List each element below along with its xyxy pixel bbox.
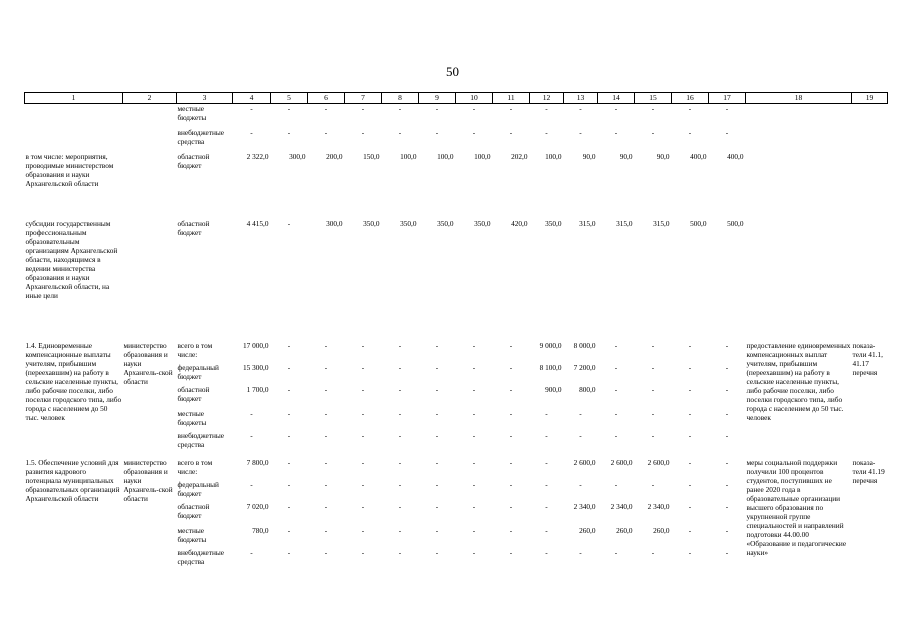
value-cell-4: 1 700,0	[246, 384, 269, 394]
value-cell-15: -	[651, 408, 655, 418]
value-cell-16: -	[688, 430, 692, 440]
value-cell-12: 350,0	[545, 218, 562, 228]
value-cell-12: 8 100,0	[539, 362, 562, 372]
value-cell-5: -	[287, 479, 291, 489]
value-cell-7: -	[361, 408, 365, 418]
value-cell-10: -	[472, 340, 476, 350]
value-cell-17: -	[725, 362, 729, 372]
value-cell-12: -	[545, 408, 548, 418]
value-cell-9: -	[435, 362, 439, 372]
source-cell: областной бюджет	[177, 501, 210, 520]
source-cell: областной бюджет	[177, 151, 210, 170]
value-cell-15: -	[651, 362, 655, 372]
table-body	[25, 104, 888, 575]
column-header-2: 2	[123, 93, 177, 104]
executor-cell	[123, 104, 177, 128]
value-cell-17: -	[725, 547, 729, 557]
value-cell-15: -	[651, 104, 655, 113]
executor-cell	[123, 219, 177, 341]
value-cell-4: 7 800,0	[246, 457, 269, 467]
value-cell-15: -	[651, 547, 655, 557]
value-cell-15: 260,0	[653, 525, 670, 535]
value-cell-9: -	[435, 547, 439, 557]
value-cell-5: -	[287, 457, 291, 467]
value-cell-6: -	[324, 547, 328, 557]
value-cell-11: -	[509, 430, 513, 440]
value-cell-17: -	[725, 501, 729, 511]
value-cell-13: 8 000,0	[573, 340, 596, 350]
value-cell-6: -	[324, 430, 328, 440]
column-header-13: 13	[564, 93, 598, 104]
value-cell-9: -	[435, 384, 439, 394]
value-cell-5: -	[287, 362, 291, 372]
value-cell-12: -	[545, 127, 548, 137]
value-cell-8: -	[398, 384, 402, 394]
source-cell: внебюджетные средства	[177, 430, 225, 449]
column-header-19: 19	[852, 93, 888, 104]
value-cell-7: 350,0	[363, 218, 380, 228]
executor-cell: министерство образования и науки Архангель-ской области	[123, 457, 173, 503]
value-cell-11: -	[509, 362, 513, 372]
value-cell-13: -	[579, 104, 582, 113]
value-cell-5: -	[287, 525, 291, 535]
value-cell-16: -	[688, 408, 692, 418]
value-cell-7: -	[361, 340, 365, 350]
column-header-17: 17	[709, 93, 746, 104]
value-cell-16: -	[688, 362, 692, 372]
value-cell-10: -	[472, 408, 476, 418]
value-cell-7: -	[361, 501, 365, 511]
table-row	[25, 341, 888, 363]
value-cell-9: -	[435, 127, 439, 137]
value-cell-10: -	[472, 525, 476, 535]
value-cell-4: 2 322,0	[246, 151, 269, 161]
column-header-5: 5	[271, 93, 308, 104]
value-cell-16: -	[688, 525, 692, 535]
value-cell-4: 780,0	[252, 525, 269, 535]
indicator-cell	[852, 219, 888, 341]
name-cell	[25, 128, 123, 152]
value-cell-16: -	[688, 340, 692, 350]
value-cell-6: -	[324, 479, 328, 489]
value-cell-17: -	[725, 127, 729, 137]
table-row	[25, 152, 888, 219]
value-cell-17: 400,0	[727, 151, 744, 161]
value-cell-11: 202,0	[511, 151, 528, 161]
value-cell-7: -	[361, 547, 365, 557]
value-cell-16: -	[688, 479, 692, 489]
value-cell-4: -	[250, 408, 253, 418]
value-cell-7: -	[361, 127, 365, 137]
value-cell-8: -	[398, 362, 402, 372]
value-cell-5: -	[287, 127, 291, 137]
value-cell-11: -	[509, 127, 513, 137]
value-cell-15: -	[651, 430, 655, 440]
value-cell-7: -	[361, 525, 365, 535]
value-cell-8: 100,0	[400, 151, 417, 161]
value-cell-12: -	[545, 479, 548, 489]
value-cell-10: -	[472, 362, 476, 372]
column-header-6: 6	[308, 93, 345, 104]
value-cell-6: -	[324, 384, 328, 394]
page-number: 50	[446, 64, 459, 79]
value-cell-14: 260,0	[616, 525, 633, 535]
measure-name-cell: 1.4. Единовременные компенсационные выплаты учителям, прибывшим (переехавшим) на работу в сельские населенные пункты, либо рабочие поселки, либо поселки городского типа, либо города с населением до 50 тыс. человек	[25, 340, 122, 422]
value-cell-10: -	[472, 547, 476, 557]
program-table-container	[24, 92, 885, 575]
value-cell-14: -	[614, 479, 618, 489]
value-cell-14: -	[614, 384, 618, 394]
source-cell: федеральный бюджет	[177, 362, 219, 381]
program-table	[24, 92, 888, 575]
column-header-14: 14	[598, 93, 635, 104]
indicator-cell: показа-тели 41.1, 41.17 перечня	[852, 340, 883, 377]
value-cell-14: -	[614, 547, 618, 557]
value-cell-15: 2 600,0	[647, 457, 670, 467]
value-cell-4: -	[250, 127, 253, 137]
column-header-12: 12	[530, 93, 564, 104]
value-cell-14: -	[614, 408, 618, 418]
name-cell: в том числе: мероприятия, проводимые министерством образования и науки Архангельской области	[25, 151, 114, 188]
measure-name-cell: 1.5. Обеспечение условий для развития кадрового потенциала муниципальных образовательных организаций Архангельской области	[25, 457, 120, 503]
value-cell-6: 200,0	[326, 151, 343, 161]
table-row	[25, 128, 888, 152]
value-cell-4: -	[250, 430, 253, 440]
value-cell-9: 350,0	[437, 218, 454, 228]
value-cell-16: -	[688, 501, 692, 511]
result-cell	[746, 152, 852, 219]
value-cell-17: -	[725, 104, 729, 113]
value-cell-6: -	[324, 127, 328, 137]
value-cell-10: -	[472, 479, 476, 489]
value-cell-16: -	[688, 547, 692, 557]
value-cell-10: -	[472, 384, 476, 394]
value-cell-13: 2 600,0	[573, 457, 596, 467]
column-header-7: 7	[345, 93, 382, 104]
value-cell-6: -	[324, 457, 328, 467]
source-cell: местные бюджеты	[177, 408, 207, 427]
value-cell-15: 90,0	[656, 151, 670, 161]
value-cell-17: -	[725, 457, 729, 467]
value-cell-17: -	[725, 430, 729, 440]
value-cell-13: -	[579, 547, 582, 557]
table-row	[25, 458, 888, 480]
value-cell-11: -	[509, 525, 513, 535]
value-cell-10: -	[472, 457, 476, 467]
value-cell-12: -	[545, 457, 548, 467]
value-cell-13: -	[579, 430, 582, 440]
column-header-9: 9	[419, 93, 456, 104]
value-cell-13: 7 200,0	[573, 362, 596, 372]
value-cell-9: -	[435, 457, 439, 467]
indicator-cell	[852, 128, 888, 152]
result-cell: меры социальной поддержки получили 100 процентов студентов, поступивших не ранее 2020 года в образовательные организации высшего образования по укрупненной группе специальностей и направлений подготовки 44.00.00 «Образование и педагогические науки»	[746, 457, 847, 557]
value-cell-17: -	[725, 340, 729, 350]
value-cell-5: -	[287, 408, 291, 418]
value-cell-9: -	[435, 525, 439, 535]
value-cell-8: -	[398, 525, 402, 535]
value-cell-6: -	[324, 408, 328, 418]
column-header-15: 15	[635, 93, 672, 104]
source-cell: внебюджетные средства	[177, 127, 225, 146]
value-cell-14: 2 600,0	[610, 457, 633, 467]
value-cell-12: -	[545, 525, 548, 535]
value-cell-11: -	[509, 104, 513, 113]
value-cell-17: -	[725, 525, 729, 535]
value-cell-12: -	[545, 430, 548, 440]
value-cell-16: -	[688, 384, 692, 394]
value-cell-15: -	[651, 384, 655, 394]
value-cell-4: 4 415,0	[246, 218, 269, 228]
value-cell-17: -	[725, 408, 729, 418]
value-cell-6: -	[324, 362, 328, 372]
value-cell-13: 260,0	[579, 525, 596, 535]
value-cell-6: 300,0	[326, 218, 343, 228]
value-cell-7: -	[361, 384, 365, 394]
value-cell-10: -	[472, 127, 476, 137]
value-cell-9: -	[435, 340, 439, 350]
value-cell-6: -	[324, 525, 328, 535]
value-cell-7: 150,0	[363, 151, 380, 161]
value-cell-10: 350,0	[474, 218, 491, 228]
value-cell-8: -	[398, 430, 402, 440]
result-cell: предоставление единовременных компенсационных выплат учителям, прибывшим (переехавшим) на работу в сельские населенные пункты, либо рабочие поселки, либо поселки городского типа, либо города с населением до 50 тыс. человек	[746, 340, 851, 422]
column-header-3: 3	[177, 93, 233, 104]
source-cell: внебюджетные средства	[177, 547, 225, 566]
value-cell-15: -	[651, 479, 655, 489]
name-cell: субсидии государственным профессиональным образовательным организациям Архангельской области, находящимся в ведении министерства образования и науки Архангельской области, на иные цели	[25, 218, 118, 300]
value-cell-12: -	[545, 547, 548, 557]
value-cell-8: -	[398, 501, 402, 511]
value-cell-12: 900,0	[545, 384, 562, 394]
value-cell-4: 7 020,0	[246, 501, 269, 511]
column-header-4: 4	[233, 93, 271, 104]
value-cell-8: -	[398, 547, 402, 557]
value-cell-10: -	[472, 104, 476, 113]
indicator-cell	[852, 152, 888, 219]
value-cell-15: -	[651, 127, 655, 137]
value-cell-8: -	[398, 408, 402, 418]
column-header-16: 16	[672, 93, 709, 104]
indicator-cell: показа-тели 41.19 перечня	[852, 457, 885, 485]
column-header-10: 10	[456, 93, 493, 104]
value-cell-11: -	[509, 479, 513, 489]
executor-cell	[123, 128, 177, 152]
column-header-8: 8	[382, 93, 419, 104]
value-cell-8: -	[398, 340, 402, 350]
executor-cell	[123, 152, 177, 219]
value-cell-4: 15 300,0	[242, 362, 269, 372]
value-cell-11: -	[509, 408, 513, 418]
value-cell-6: -	[324, 340, 328, 350]
value-cell-14: -	[614, 127, 618, 137]
result-cell	[746, 104, 852, 128]
value-cell-14: -	[614, 430, 618, 440]
source-cell: местные бюджеты	[177, 104, 207, 122]
value-cell-5: -	[287, 340, 291, 350]
source-cell: областной бюджет	[177, 384, 210, 403]
value-cell-11: -	[509, 547, 513, 557]
value-cell-13: 90,0	[582, 151, 596, 161]
value-cell-9: -	[435, 408, 439, 418]
indicator-cell	[852, 104, 888, 128]
name-cell	[25, 104, 123, 128]
result-cell	[746, 219, 852, 341]
value-cell-5: -	[287, 547, 291, 557]
source-cell: всего в том числе:	[177, 457, 213, 476]
value-cell-11: -	[509, 384, 513, 394]
value-cell-8: -	[398, 104, 402, 113]
value-cell-17: 500,0	[727, 218, 744, 228]
value-cell-16: 500,0	[690, 218, 707, 228]
value-cell-4: -	[250, 479, 253, 489]
value-cell-15: 2 340,0	[647, 501, 670, 511]
column-header-11: 11	[493, 93, 530, 104]
value-cell-10: -	[472, 430, 476, 440]
source-cell: областной бюджет	[177, 218, 210, 237]
value-cell-7: -	[361, 104, 365, 113]
value-cell-14: 2 340,0	[610, 501, 633, 511]
value-cell-8: -	[398, 457, 402, 467]
value-cell-13: 800,0	[579, 384, 596, 394]
value-cell-16: -	[688, 127, 692, 137]
table-row	[25, 104, 888, 128]
value-cell-14: -	[614, 104, 618, 113]
value-cell-9: -	[435, 430, 439, 440]
value-cell-12: 9 000,0	[539, 340, 562, 350]
value-cell-17: -	[725, 384, 729, 394]
column-header-18: 18	[746, 93, 852, 104]
value-cell-14: 315,0	[616, 218, 633, 228]
value-cell-4: -	[250, 547, 253, 557]
value-cell-15: -	[651, 340, 655, 350]
source-cell: местные бюджеты	[177, 525, 207, 544]
value-cell-16: -	[688, 457, 692, 467]
value-cell-8: -	[398, 479, 402, 489]
value-cell-16: -	[688, 104, 692, 113]
value-cell-14: -	[614, 340, 618, 350]
value-cell-7: -	[361, 430, 365, 440]
value-cell-15: 315,0	[653, 218, 670, 228]
value-cell-9: -	[435, 501, 439, 511]
value-cell-9: -	[435, 104, 439, 113]
value-cell-5: -	[287, 384, 291, 394]
value-cell-9: 100,0	[437, 151, 454, 161]
value-cell-14: -	[614, 362, 618, 372]
value-cell-6: -	[324, 104, 328, 113]
value-cell-5: -	[287, 501, 291, 511]
value-cell-12: -	[545, 501, 548, 511]
value-cell-13: 2 340,0	[573, 501, 596, 511]
value-cell-14: 90,0	[619, 151, 633, 161]
value-cell-11: -	[509, 340, 513, 350]
value-cell-11: 420,0	[511, 218, 528, 228]
value-cell-13: -	[579, 408, 582, 418]
value-cell-13: -	[579, 479, 582, 489]
value-cell-5: -	[287, 104, 291, 113]
value-cell-9: -	[435, 479, 439, 489]
value-cell-4: 17 000,0	[242, 340, 269, 350]
value-cell-4: -	[250, 104, 253, 113]
value-cell-13: 315,0	[579, 218, 596, 228]
result-cell	[746, 128, 852, 152]
value-cell-12: 100,0	[545, 151, 562, 161]
value-cell-17: -	[725, 479, 729, 489]
value-cell-11: -	[509, 457, 513, 467]
table-header	[25, 93, 888, 104]
value-cell-16: 400,0	[690, 151, 707, 161]
table-row	[25, 219, 888, 341]
executor-cell: министерство образования и науки Архангель-ской области	[123, 340, 173, 386]
value-cell-8: 350,0	[400, 218, 417, 228]
value-cell-7: -	[361, 457, 365, 467]
value-cell-8: -	[398, 127, 402, 137]
value-cell-7: -	[361, 479, 365, 489]
column-header-1: 1	[25, 93, 123, 104]
value-cell-6: -	[324, 501, 328, 511]
value-cell-10: -	[472, 501, 476, 511]
value-cell-10: 100,0	[474, 151, 491, 161]
value-cell-5: -	[287, 218, 291, 228]
value-cell-5: 300,0	[289, 151, 306, 161]
value-cell-11: -	[509, 501, 513, 511]
value-cell-12: -	[545, 104, 548, 113]
source-cell: всего в том числе:	[177, 340, 213, 359]
source-cell: федеральный бюджет	[177, 479, 219, 498]
value-cell-13: -	[579, 127, 582, 137]
value-cell-7: -	[361, 362, 365, 372]
value-cell-5: -	[287, 430, 291, 440]
